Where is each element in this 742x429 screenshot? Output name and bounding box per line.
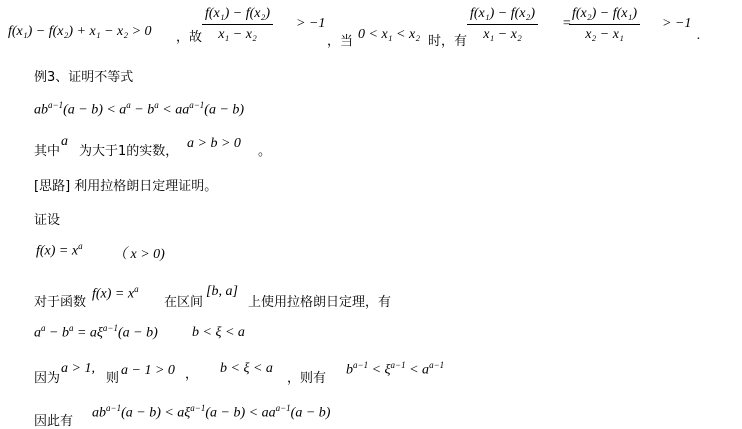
condition-desc: 为大于1的实数， <box>79 144 179 159</box>
because-cond: a > 1, <box>61 361 95 376</box>
therefore-text: 因此有 <box>34 414 74 429</box>
fraction-3-numerator: f(x₂) − f(x₁) <box>569 6 640 25</box>
apply-text: 对于函数 <box>34 295 87 310</box>
fraction-3-rhs: > −1 <box>662 16 692 31</box>
fraction-1-rhs: > −1 <box>296 16 326 31</box>
hint: [思路] 利用拉格朗日定理证明。 <box>34 179 218 194</box>
condition-var: a <box>61 134 68 149</box>
line1-text-dang: ，当 <box>327 34 354 49</box>
because-range: b < ξ < a <box>220 361 273 376</box>
line1-text-gu: ，故 <box>176 30 203 45</box>
function-definition: $f(x) = x^a$ <box>36 241 83 259</box>
because-sep: ， <box>185 367 199 382</box>
because-then: 则 <box>106 371 120 386</box>
proof-label: 证设 <box>34 213 61 228</box>
mvt-equation: $a^a - b^a = a\xi^{a-1}(a - b)$ <box>34 323 158 341</box>
mvt-range: b < ξ < a <box>192 325 245 340</box>
because-tail: ，则有 <box>287 371 327 386</box>
fraction-3 <box>569 6 640 43</box>
main-inequality: $ab^{a-1}(a - b) < a^a - b^a < aa^{a-1}(a - b)$ <box>34 100 245 118</box>
line1-condition: 0 < x₁ < x₂ <box>358 27 421 42</box>
example-title: 例3、证明不等式 <box>34 70 134 85</box>
because-chain: $b^{a-1} < \xi^{a-1} < a^{a-1}$ <box>346 360 445 378</box>
apply-interval: [b, a] <box>206 284 238 299</box>
condition-expr: a > b > 0 <box>187 136 241 151</box>
apply-interval-text: 在区间 <box>164 295 204 310</box>
function-domain: （ x > 0) <box>113 247 165 262</box>
line1-end: . <box>697 28 701 43</box>
fraction-1-denominator: x₁ − x₂ <box>218 27 257 42</box>
equals-sign: = <box>562 16 572 31</box>
because-text: 因为 <box>34 371 61 386</box>
line1-expr: f(x₁) − f(x₂) + x₁ − x₂ > 0 <box>8 24 152 39</box>
therefore-chain: $ab^{a-1}(a - b) < a\xi^{a-1}(a - b) < aa^{a-1}(a - b)$ <box>92 403 331 421</box>
fraction-1 <box>202 6 273 43</box>
fraction-2-numerator: f(x₁) − f(x₂) <box>467 6 538 25</box>
apply-function: $f(x) = x^a$ <box>92 284 139 302</box>
fraction-1-numerator: f(x₁) − f(x₂) <box>202 6 273 25</box>
because-expr: a − 1 > 0 <box>121 363 175 378</box>
fraction-3-denominator: x₂ − x₁ <box>585 27 624 42</box>
line1-text-shi: 时，有 <box>428 34 468 49</box>
condition-end: 。 <box>258 144 272 159</box>
fraction-2-denominator: x₁ − x₂ <box>483 27 522 42</box>
fraction-2 <box>467 6 538 43</box>
apply-tail: 上使用拉格朗日定理，有 <box>248 295 392 310</box>
condition-text: 其中 <box>34 144 61 159</box>
